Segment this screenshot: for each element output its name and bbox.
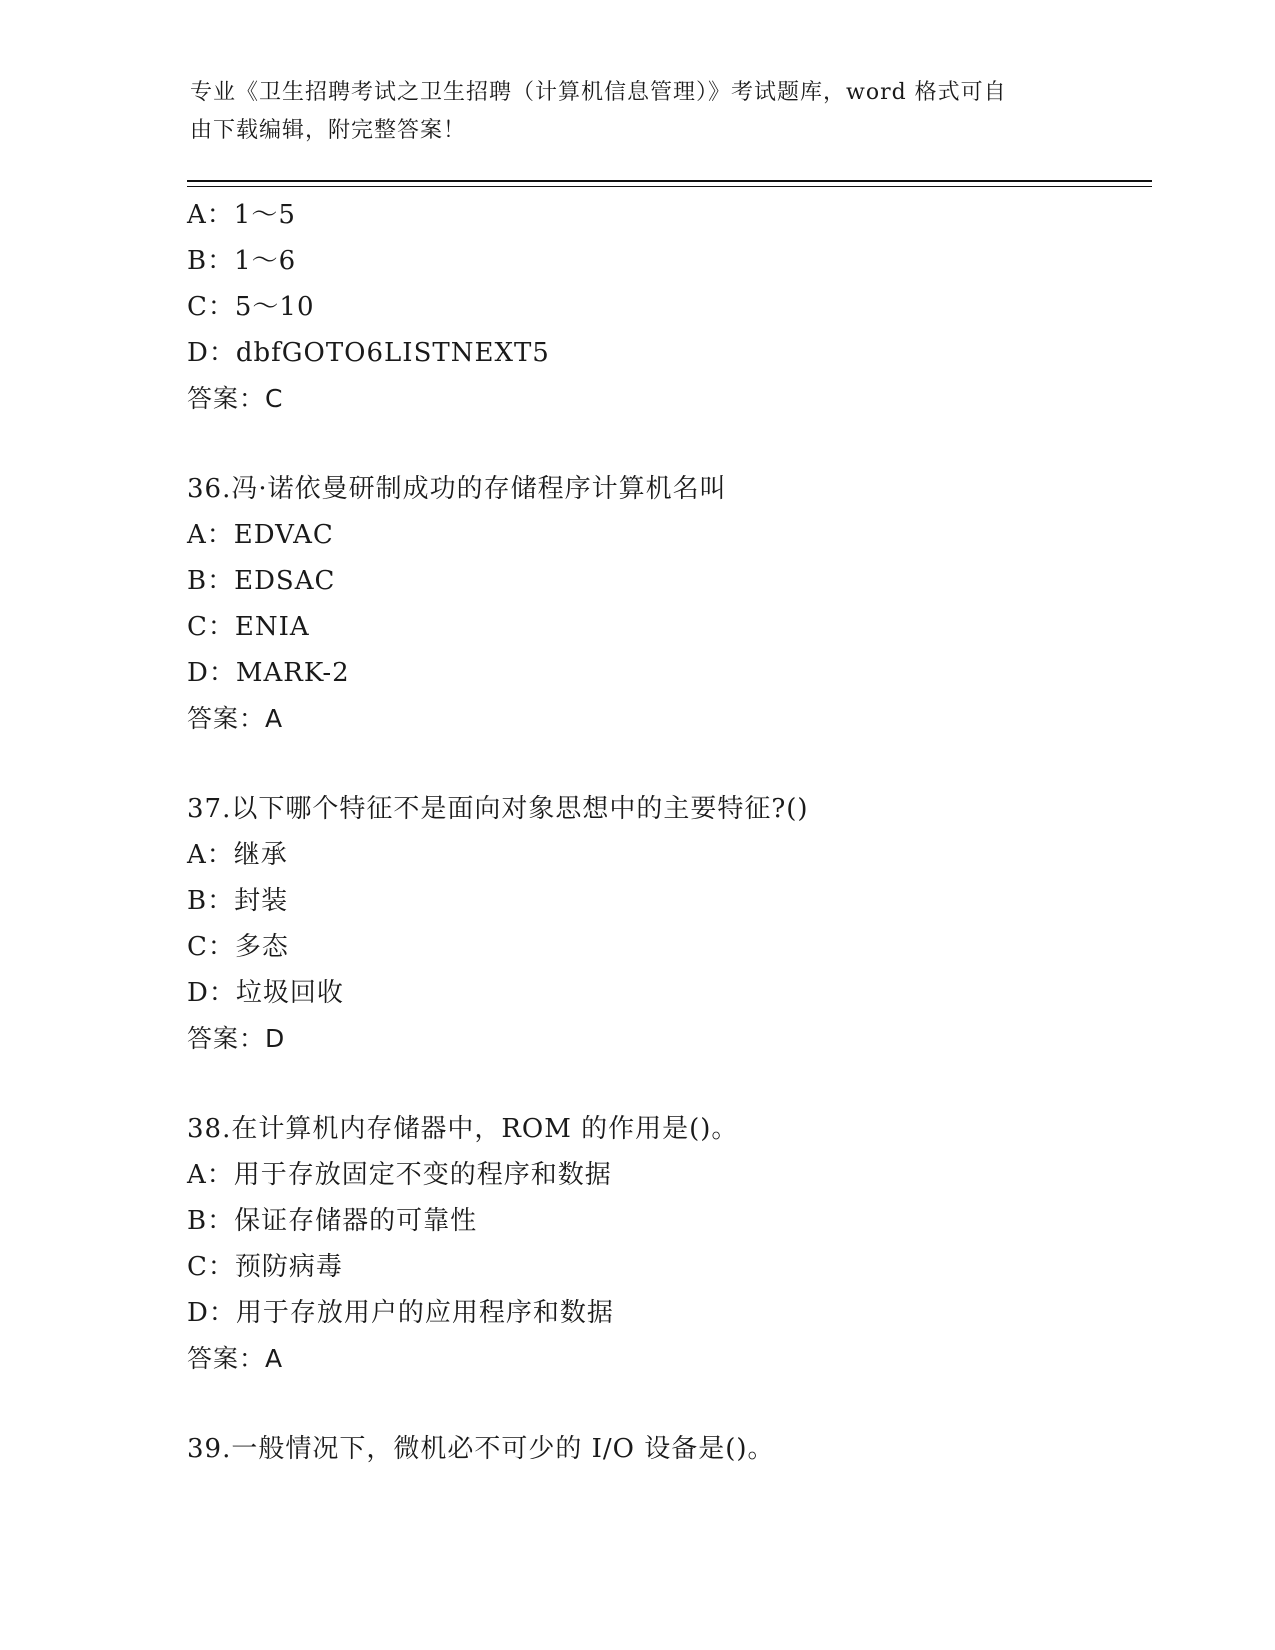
- option-d: D：用于存放用户的应用程序和数据: [187, 1298, 614, 1328]
- option-c: C：ENIA: [187, 612, 310, 642]
- question-block-36: [187, 466, 1152, 742]
- option-a: A：用于存放固定不变的程序和数据: [187, 1160, 612, 1190]
- option-b: B：封装: [187, 886, 289, 916]
- option-a: A：1～5: [187, 200, 296, 230]
- header-rule-thin: [187, 186, 1152, 187]
- option-b: B：EDSAC: [187, 566, 336, 596]
- spacer: [187, 742, 1152, 786]
- option-c: C：预防病毒: [187, 1252, 343, 1282]
- option-d: D：MARK-2: [187, 658, 350, 688]
- answer: 答案：A: [187, 1344, 284, 1373]
- answer: 答案：C: [187, 384, 284, 413]
- question-text: 39.一般情况下，微机必不可少的 I/O 设备是()。: [187, 1434, 775, 1464]
- option-a: A：继承: [187, 840, 288, 870]
- question-text: 37.以下哪个特征不是面向对象思想中的主要特征?(): [187, 794, 809, 824]
- question-text: 36.冯·诺依曼研制成功的存储程序计算机名叫: [187, 474, 727, 504]
- header-line-2: 由下载编辑，附完整答案！: [190, 118, 467, 143]
- option-c: C：5～10: [187, 292, 315, 322]
- option-b: B：保证存储器的可靠性: [187, 1206, 478, 1236]
- spacer: [187, 1382, 1152, 1426]
- option-b: B：1～6: [187, 246, 297, 276]
- question-block-39: [187, 1426, 1152, 1472]
- question-block-37: [187, 786, 1152, 1062]
- document-header: [190, 74, 1070, 150]
- answer: 答案：A: [187, 704, 284, 733]
- question-text: 38.在计算机内存储器中，ROM 的作用是()。: [187, 1114, 739, 1144]
- answer: 答案：D: [187, 1024, 286, 1053]
- option-a: A：EDVAC: [187, 520, 334, 550]
- question-block-prev: [187, 192, 1152, 422]
- question-block-38: [187, 1106, 1152, 1382]
- spacer: [187, 1062, 1152, 1106]
- option-d: D：垃圾回收: [187, 978, 344, 1008]
- option-d: D：dbfGOTO6LISTNEXT5: [187, 338, 550, 368]
- question-list: [187, 192, 1152, 1472]
- option-c: C：多态: [187, 932, 289, 962]
- header-line-1: 专业《卫生招聘考试之卫生招聘（计算机信息管理）》考试题库，word 格式可自: [190, 80, 1007, 105]
- header-rule-thick: [187, 180, 1152, 182]
- spacer: [187, 422, 1152, 466]
